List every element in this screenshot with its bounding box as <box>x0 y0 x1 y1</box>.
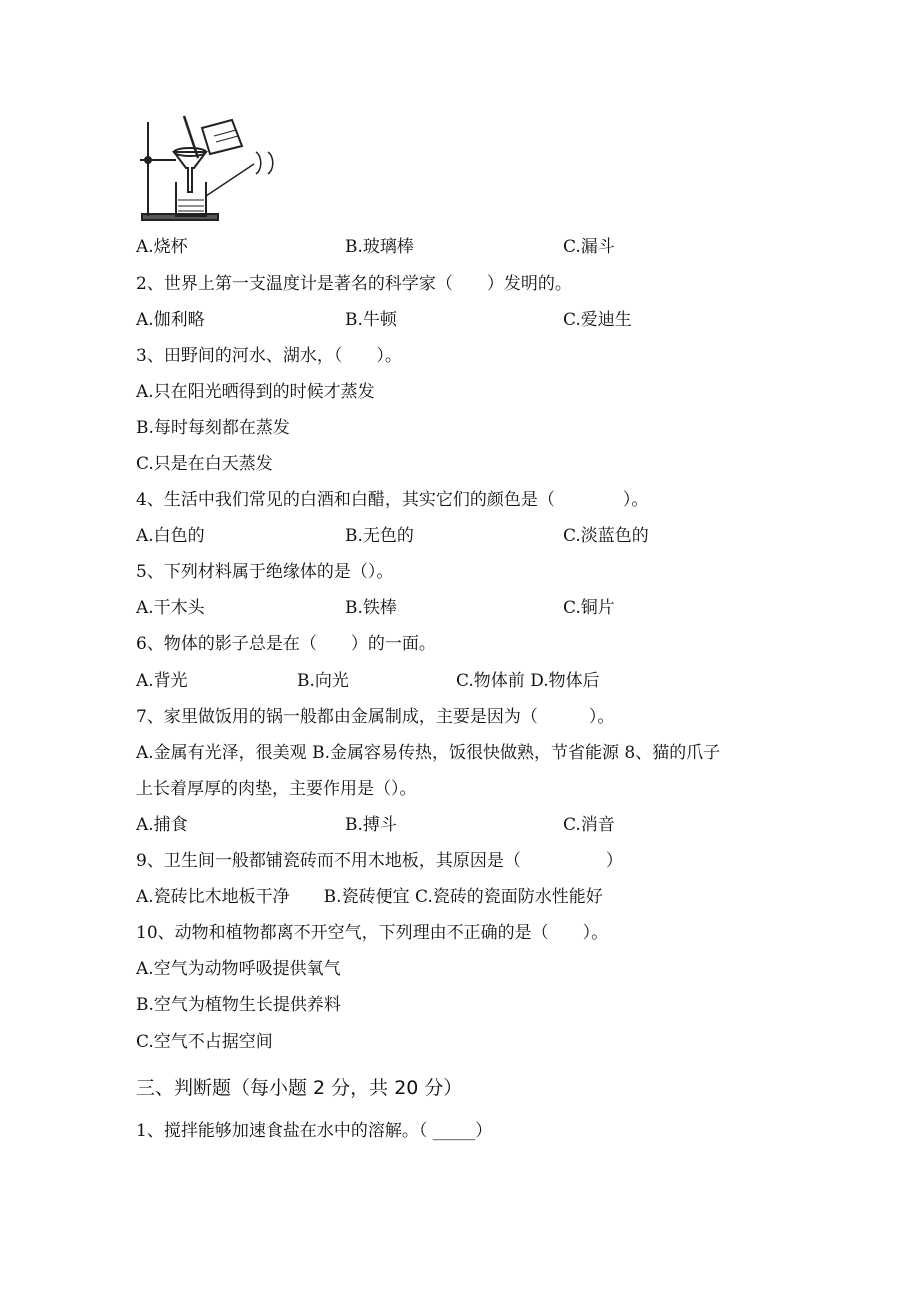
q6-text: 6、物体的影子总是在（ ）的一面。 <box>136 634 436 654</box>
q10-option-c: C.空气不占据空间 <box>136 1032 273 1052</box>
q2-option-b: B.牛顿 <box>345 310 397 330</box>
q1-option-c: C.漏斗 <box>563 237 615 257</box>
q2-text: 2、世界上第一支温度计是著名的科学家（ ）发明的。 <box>136 274 572 294</box>
q9-text: 9、卫生间一般都铺瓷砖而不用木地板，其原因是（ ） <box>136 851 623 871</box>
q6-option-cd: C.物体前 D.物体后 <box>456 671 600 691</box>
q3-option-b: B.每时每刻都在蒸发 <box>136 418 290 438</box>
q7-text: 7、家里做饭用的锅一般都由金属制成，主要是因为（ ）。 <box>136 707 615 727</box>
q4-text: 4、生活中我们常见的白酒和白醋，其实它们的颜色是（ ）。 <box>136 490 649 510</box>
q5-text: 5、下列材料属于绝缘体的是（）。 <box>136 562 394 582</box>
judge-1-text: 1、搅拌能够加速食盐在水中的溶解。（ _____） <box>136 1121 493 1141</box>
q6-option-b: B.向光 <box>297 671 349 691</box>
q2-option-a: A.伽利略 <box>136 310 205 330</box>
q4-option-c: C.淡蓝色的 <box>563 526 649 546</box>
filtration-apparatus-figure <box>136 112 276 224</box>
q6-option-a: A.背光 <box>136 671 188 691</box>
q5-option-c: C.铜片 <box>563 598 615 618</box>
q5-option-a: A.干木头 <box>136 598 205 618</box>
q9-options-line: A.瓷砖比木地板干净 B.瓷砖便宜 C.瓷砖的瓷面防水性能好 <box>136 887 603 907</box>
q2-option-c: C.爱迪生 <box>563 310 632 330</box>
q4-option-a: A.白色的 <box>136 526 205 546</box>
q10-option-b: B.空气为植物生长提供养料 <box>136 995 341 1015</box>
q10-option-a: A.空气为动物呼吸提供氧气 <box>136 959 341 979</box>
q3-text: 3、田野间的河水、湖水，（ ）。 <box>136 346 402 366</box>
funnel <box>174 152 206 192</box>
q5-option-b: B.铁棒 <box>345 598 397 618</box>
q8-option-b: B.搏斗 <box>345 815 397 835</box>
q8-text-continued: 上长着厚厚的肉垫，主要作用是（）。 <box>136 779 417 799</box>
q10-text: 10、动物和植物都离不开空气，下列理由不正确的是（ ）。 <box>136 923 609 943</box>
q4-option-b: B.无色的 <box>345 526 414 546</box>
q3-option-c: C.只是在白天蒸发 <box>136 454 273 474</box>
q8-option-c: C.消音 <box>563 815 615 835</box>
q1-option-b: B.玻璃棒 <box>345 237 414 257</box>
section-3-title: 三、判断题（每小题 2 分，共 20 分） <box>136 1077 463 1099</box>
q1-option-a: A.烧杯 <box>136 237 188 257</box>
q3-option-a: A.只在阳光晒得到的时候才蒸发 <box>136 382 375 402</box>
q7-options-line: A.金属有光泽，很美观 B.金属容易传热，饭很快做熟，节省能源 8、猫的爪子 <box>136 743 721 763</box>
q8-option-a: A.捕食 <box>136 815 188 835</box>
